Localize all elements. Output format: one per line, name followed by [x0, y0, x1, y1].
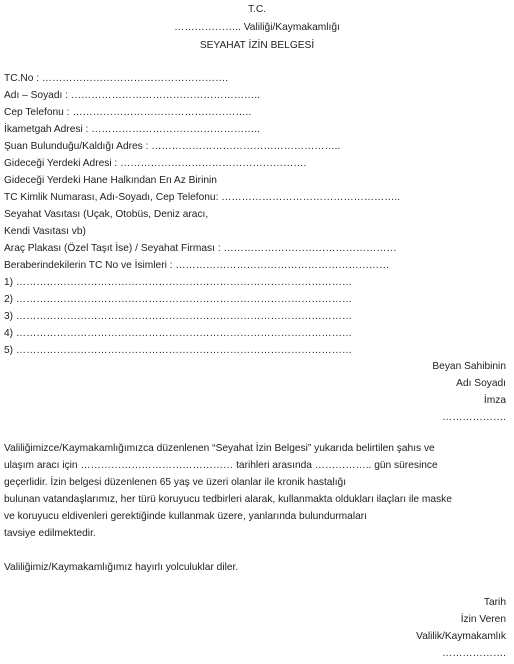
body-line: Valiliğimizce/Kaymakamlığımızca düzenlenen “Seyahat İzin Belgesi” yukarıda belirtilen şahıs ve	[4, 443, 435, 454]
issuer-label: İzin Veren	[460, 614, 506, 625]
declarant-signature-label: İmza	[483, 395, 506, 406]
body-line: tavsiye edilmektedir.	[4, 528, 96, 539]
field-relative-line2: TC Kimlik Numarası, Adı-Soyadı, Cep Telefonu: ……………………………………………..	[4, 192, 401, 203]
field-plate: Araç Plakası (Özel Taşıt İse) / Seyahat Firması : ……………………………………………	[4, 243, 397, 254]
declarant-name-label: Adı Soyadı	[456, 378, 506, 389]
companion-row: 2) ………………………………………………………………………………………	[4, 294, 353, 305]
body-line: geçerlidir. İzin belgesi düzenlenen 65 yaş ve üzeri olanlar ile kronik hastalığı	[4, 477, 347, 488]
field-tc-no: TC.No : ……………………………………………….	[4, 73, 229, 84]
declarant-label: Beyan Sahibinin	[432, 361, 506, 372]
issuer-date-label: Tarih	[483, 597, 506, 608]
companion-row: 3) ………………………………………………………………………………………	[4, 311, 353, 322]
issuer-office-label: Valilik/Kaymakamlık	[416, 631, 506, 642]
body-line: ve koruyucu eldivenleri gerektiğinde kullanmak üzere, yanlarında bulundurmaları	[4, 511, 367, 522]
document-title: SEYAHAT İZİN BELGESİ	[199, 40, 315, 51]
closing-line: Valiliğimiz/Kaymakamlığımız hayırlı yolculuklar diler.	[4, 562, 239, 573]
companion-row: 1) ………………………………………………………………………………………	[4, 277, 353, 288]
field-relative-line1: Gideceği Yerdeki Hane Halkından En Az Birinin	[4, 175, 217, 186]
body-line: ulaşım aracı için ……………………………………… tarihleri arasında …………….. gün süresince	[4, 460, 438, 471]
field-vehicle-line2: Kendi Vasıtası vb)	[4, 226, 86, 237]
issuer-dots: ……………….	[442, 648, 506, 659]
field-vehicle-line1: Seyahat Vasıtası (Uçak, Otobüs, Deniz aracı,	[4, 209, 209, 220]
companion-row: 5) ………………………………………………………………………………………	[4, 345, 353, 356]
office-label: ……………….. Valiliği/Kaymakamlığı	[174, 22, 340, 33]
companion-row: 4) ………………………………………………………………………………………	[4, 328, 353, 339]
field-companions: Beraberindekilerin TC No ve İsimleri : ………………………………………………………	[4, 260, 390, 271]
country-label: T.C.	[247, 4, 267, 15]
field-current-address: Şuan Bulunduğu/Kaldığı Adres : ………………………………………………..	[4, 141, 341, 152]
field-destination-address: Gideceği Yerdeki Adresi : ……………………………………………….	[4, 158, 307, 169]
declarant-dots: ……………….	[442, 412, 506, 423]
field-name: Adı – Soyadı : ………………………………………………..	[4, 90, 260, 101]
body-line: bulunan vatandaşlarımız, her türü koruyucu tedbirleri alarak, kullanmakta oldukları ilaçları ile maske	[4, 494, 452, 505]
field-residence-address: İkametgah Adresi : …………………………………………..	[4, 124, 260, 135]
field-phone: Cep Telefonu : ……………………………………………..	[4, 107, 252, 118]
